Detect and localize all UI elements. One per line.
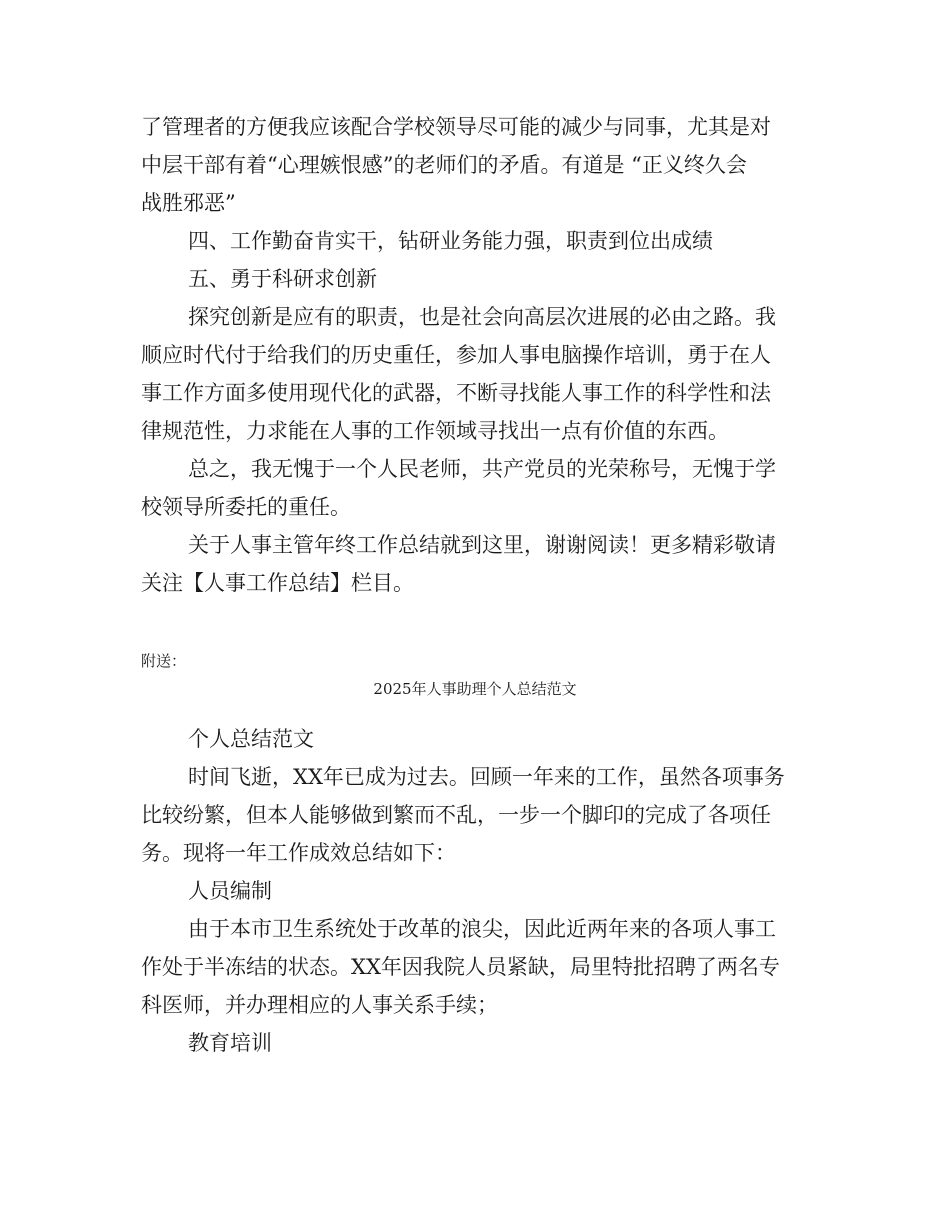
body-text-section-1	[141, 108, 811, 602]
subheading-training: 教育培训	[188, 1031, 272, 1055]
subheading-staffing: 人员编制	[188, 879, 272, 903]
paragraph-line: 中层干部有着“心理嫉恨感”的老师们的矛盾。有道是 “正义终久会	[141, 153, 747, 177]
body-text-section-2	[141, 720, 811, 1062]
paragraph-line: 关注【人事工作总结】栏目。	[141, 571, 414, 595]
paragraph-line: 关于人事主管年终工作总结就到这里，谢谢阅读！更多精彩敬请	[188, 533, 776, 557]
attachment-label: 附送：	[141, 652, 187, 670]
paragraph-line: 校领导所委托的重任。	[141, 495, 351, 519]
paragraph-line: 总之，我无愧于一个人民老师，共产党员的光荣称号，无愧于学	[188, 457, 776, 481]
heading-line-4: 四、工作勤奋肯实干，钻研业务能力强，职责到位出成绩	[188, 229, 713, 253]
paragraph-line: 律规范性，力求能在人事的工作领域寻找出一点有价值的东西。	[141, 419, 729, 443]
paragraph-line: 务。现将一年工作成效总结如下：	[141, 841, 456, 865]
paragraph-line: 比较纷繁，但本人能够做到繁而不乱，一步一个脚印的完成了各项任	[141, 803, 771, 827]
paragraph-line: 作处于半冻结的状态。XX年因我院人员紧缺，局里特批招聘了两名专	[141, 955, 780, 979]
paragraph-line: 科医师，并办理相应的人事关系手续；	[141, 993, 498, 1017]
paragraph-line: 了管理者的方便我应该配合学校领导尽可能的减少与同事，尤其是对	[141, 115, 771, 139]
paragraph-line: 探究创新是应有的职责，也是社会向高层次进展的必由之路。我	[188, 305, 776, 329]
paragraph-line: 由于本市卫生系统处于改革的浪尖，因此近两年来的各项人事工	[188, 917, 776, 941]
paragraph-line: 战胜邪恶”	[141, 191, 236, 215]
paragraph-line: 顺应时代付于给我们的历史重任，参加人事电脑操作培训，勇于在人	[141, 343, 771, 367]
section-heading: 个人总结范文	[188, 727, 314, 751]
paragraph-line: 事工作方面多使用现代化的武器，不断寻找能人事工作的科学性和法	[141, 381, 771, 405]
heading-line-5: 五、勇于科研求创新	[188, 267, 377, 291]
paragraph-line: 时间飞逝，XX年已成为过去。回顾一年来的工作，虽然各项事务	[188, 765, 785, 789]
attachment-title: 2025年人事助理个人总结范文	[373, 680, 577, 698]
